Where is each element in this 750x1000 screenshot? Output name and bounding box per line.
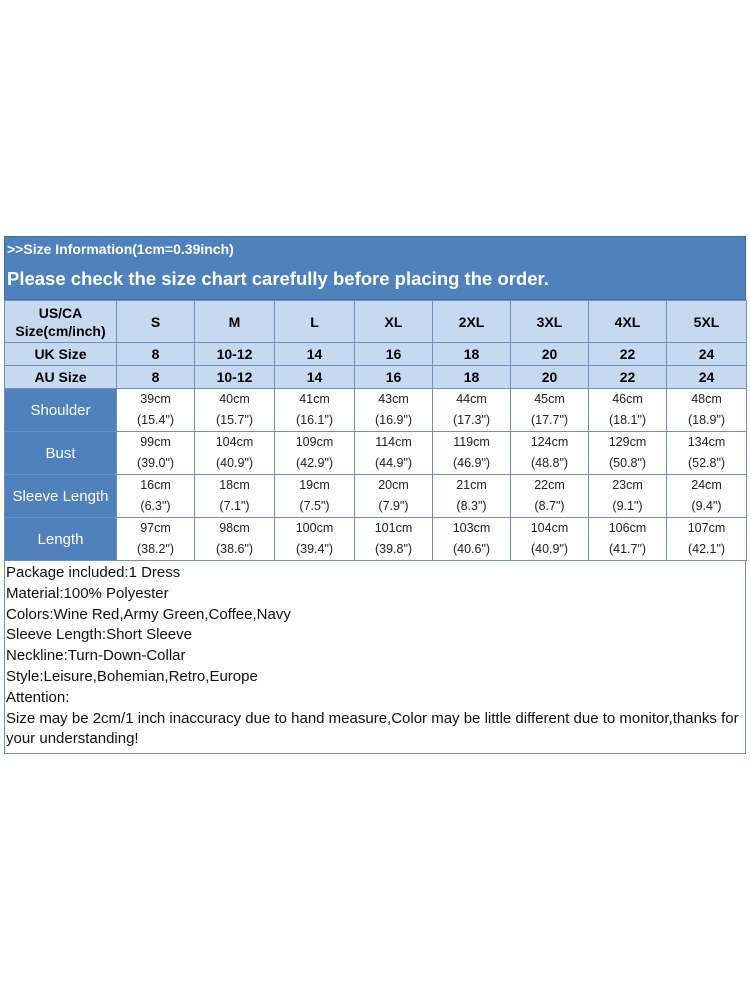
size-header-cell: 5XL (667, 301, 747, 343)
measurement-cell (433, 518, 511, 561)
measurement-cm: 41cm (299, 392, 330, 406)
measurement-label: Sleeve Length (5, 475, 117, 518)
measurement-cell (117, 389, 195, 432)
note-line: Package included:1 Dress (6, 564, 181, 581)
measurement-inch: (41.7") (608, 542, 647, 556)
uk-size-cell: 16 (355, 343, 433, 366)
measurement-cell (117, 518, 195, 561)
measurement-cm: 46cm (612, 392, 643, 406)
measurement-cm: 98cm (219, 521, 250, 535)
au-size-cell: 18 (433, 366, 511, 389)
measurement-cell (589, 518, 667, 561)
size-header-cell: 3XL (511, 301, 589, 343)
measurement-cell (433, 475, 511, 518)
measurement-inch: (9.1") (612, 499, 643, 513)
measurement-inch: (39.4") (295, 542, 334, 556)
us-size-row (5, 301, 747, 343)
us-size-label (5, 301, 117, 343)
measurement-cell (355, 389, 433, 432)
measurement-cm: 101cm (374, 521, 413, 535)
note-line: Style:Leisure,Bohemian,Retro,Europe (6, 667, 258, 685)
measurement-inch: (39.8") (374, 542, 413, 556)
measurement-inch: (16.1") (295, 413, 334, 427)
measurement-cm: 21cm (456, 478, 487, 492)
size-info-title: >>Size Information(1cm=0.39inch) (7, 241, 234, 257)
au-size-cell: 14 (275, 366, 355, 389)
measurement-cell (355, 432, 433, 475)
measurement-cm: 43cm (378, 392, 409, 406)
measurement-cm: 124cm (530, 435, 569, 449)
measurement-inch: (39.0") (136, 456, 175, 470)
measurement-inch: (50.8") (608, 456, 647, 470)
measurement-cell (275, 518, 355, 561)
measurement-inch: (42.1") (687, 542, 726, 556)
measurement-inch: (7.5") (299, 499, 330, 513)
measurement-inch: (38.6") (215, 542, 254, 556)
measurement-inch: (40.9") (215, 456, 254, 470)
au-size-cell: 20 (511, 366, 589, 389)
measurement-cm: 19cm (299, 478, 330, 492)
us-size-label-line1: US/CA (38, 304, 83, 321)
au-size-cell: 22 (589, 366, 667, 389)
measurement-cell (667, 432, 747, 475)
measurement-cell (589, 432, 667, 475)
size-header-cell: XL (355, 301, 433, 343)
measurement-inch: (44.9") (374, 456, 413, 470)
measurement-cell (433, 432, 511, 475)
note-line: Sleeve Length:Short Sleeve (6, 626, 192, 644)
uk-size-cell: 20 (511, 343, 589, 366)
measurement-inch: (15.4") (136, 413, 175, 427)
measurement-cell (195, 432, 275, 475)
measurement-cell (117, 475, 195, 518)
size-header-cell: 4XL (589, 301, 667, 343)
uk-size-cell: 8 (117, 343, 195, 366)
measurement-cm: 99cm (140, 435, 171, 449)
measurement-cell (355, 475, 433, 518)
measurement-cell (667, 518, 747, 561)
measurement-row (5, 389, 747, 432)
measurement-inch: (17.7") (530, 413, 569, 427)
measurement-cm: 104cm (530, 521, 569, 535)
measurement-inch: (40.6") (452, 542, 491, 556)
au-size-row (5, 366, 747, 389)
measurement-label: Length (5, 518, 117, 561)
uk-size-cell: 14 (275, 343, 355, 366)
size-header-cell: M (195, 301, 275, 343)
measurement-cm: 97cm (140, 521, 171, 535)
measurement-cm: 109cm (295, 435, 334, 449)
measurement-label: Bust (5, 432, 117, 475)
measurement-cm: 16cm (140, 478, 171, 492)
au-size-cell: 10-12 (195, 366, 275, 389)
size-header-cell: L (275, 301, 355, 343)
us-size-label-line2: Size(cm/inch) (15, 322, 106, 339)
measurement-cell (589, 389, 667, 432)
measurement-inch: (7.1") (219, 499, 250, 513)
measurement-cell (355, 518, 433, 561)
measurement-inch: (8.3") (456, 499, 487, 513)
measurement-cell (195, 518, 275, 561)
measurement-cm: 104cm (215, 435, 254, 449)
uk-size-row (5, 343, 747, 366)
size-header-cell: 2XL (433, 301, 511, 343)
measurement-cm: 106cm (608, 521, 647, 535)
measurement-cell (511, 389, 589, 432)
note-line: Material:100% Polyester (6, 584, 169, 602)
measurement-cm: 119cm (453, 435, 490, 449)
measurement-cell (511, 475, 589, 518)
measurement-cm: 129cm (608, 435, 647, 449)
measurement-inch: (15.7") (215, 413, 254, 427)
measurement-cm: 18cm (219, 478, 250, 492)
measurement-cm: 48cm (691, 392, 722, 406)
size-chart (4, 236, 746, 754)
measurement-row (5, 475, 747, 518)
measurement-cm: 107cm (687, 521, 726, 535)
measurement-row (5, 518, 747, 561)
measurement-cm: 39cm (140, 392, 171, 406)
size-info-subtitle: Please check the size chart carefully before placing the order. (7, 268, 549, 289)
measurement-cell (667, 475, 747, 518)
measurement-cm: 134cm (687, 435, 726, 449)
measurement-cm: 23cm (612, 478, 643, 492)
note-line: Size may be 2cm/1 inch inaccuracy due to hand measure,Color may be little different due to monitor,thanks for your understanding! (6, 709, 739, 748)
measurement-cm: 100cm (295, 521, 334, 535)
measurement-cm: 40cm (219, 392, 250, 406)
au-size-cell: 8 (117, 366, 195, 389)
uk-size-cell: 24 (667, 343, 747, 366)
measurement-cell (511, 432, 589, 475)
measurement-inch: (46.9") (452, 456, 491, 470)
measurement-cell (275, 389, 355, 432)
measurement-inch: (18.9") (687, 413, 726, 427)
measurement-cm: 103cm (452, 521, 491, 535)
measurement-cell (511, 518, 589, 561)
note-line: Neckline:Turn-Down-Collar (6, 647, 186, 665)
measurement-cm: 22cm (534, 478, 565, 492)
measurement-inch: (18.1") (608, 413, 647, 427)
measurement-inch: (40.9") (530, 542, 569, 556)
measurement-cell (589, 475, 667, 518)
measurement-cm: 24cm (691, 478, 722, 492)
measurement-inch: (8.7") (534, 499, 565, 513)
uk-size-cell: 18 (433, 343, 511, 366)
measurement-inch: (16.9") (374, 413, 413, 427)
measurement-cm: 114cm (375, 435, 412, 449)
measurement-inch: (6.3") (140, 499, 171, 513)
measurement-inch: (48.8") (530, 456, 569, 470)
size-header-cell: S (117, 301, 195, 343)
measurement-cell (195, 475, 275, 518)
measurement-inch: (52.8") (687, 456, 726, 470)
measurement-cell (275, 475, 355, 518)
measurement-label: Shoulder (5, 389, 117, 432)
note-line: Colors:Wine Red,Army Green,Coffee,Navy (6, 605, 291, 623)
measurement-cell (195, 389, 275, 432)
au-size-cell: 16 (355, 366, 433, 389)
au-size-label: AU Size (5, 366, 117, 389)
uk-size-label: UK Size (5, 343, 117, 366)
product-notes (4, 561, 746, 754)
measurement-inch: (9.4") (691, 499, 722, 513)
measurement-row (5, 432, 747, 475)
au-size-cell: 24 (667, 366, 747, 389)
uk-size-cell: 22 (589, 343, 667, 366)
measurement-cell (433, 389, 511, 432)
measurement-cell (667, 389, 747, 432)
measurement-cm: 44cm (456, 392, 487, 406)
measurement-cm: 45cm (534, 392, 565, 406)
size-info-banner (4, 236, 746, 300)
measurement-cm: 20cm (378, 478, 409, 492)
measurement-cell (275, 432, 355, 475)
measurement-inch: (7.9") (378, 499, 409, 513)
measurement-cell (117, 432, 195, 475)
uk-size-cell: 10-12 (195, 343, 275, 366)
measurement-inch: (17.3") (452, 413, 491, 427)
measurement-inch: (38.2") (136, 542, 175, 556)
size-table (4, 300, 747, 561)
note-line: Attention: (6, 688, 70, 706)
measurement-inch: (42.9") (295, 456, 334, 470)
